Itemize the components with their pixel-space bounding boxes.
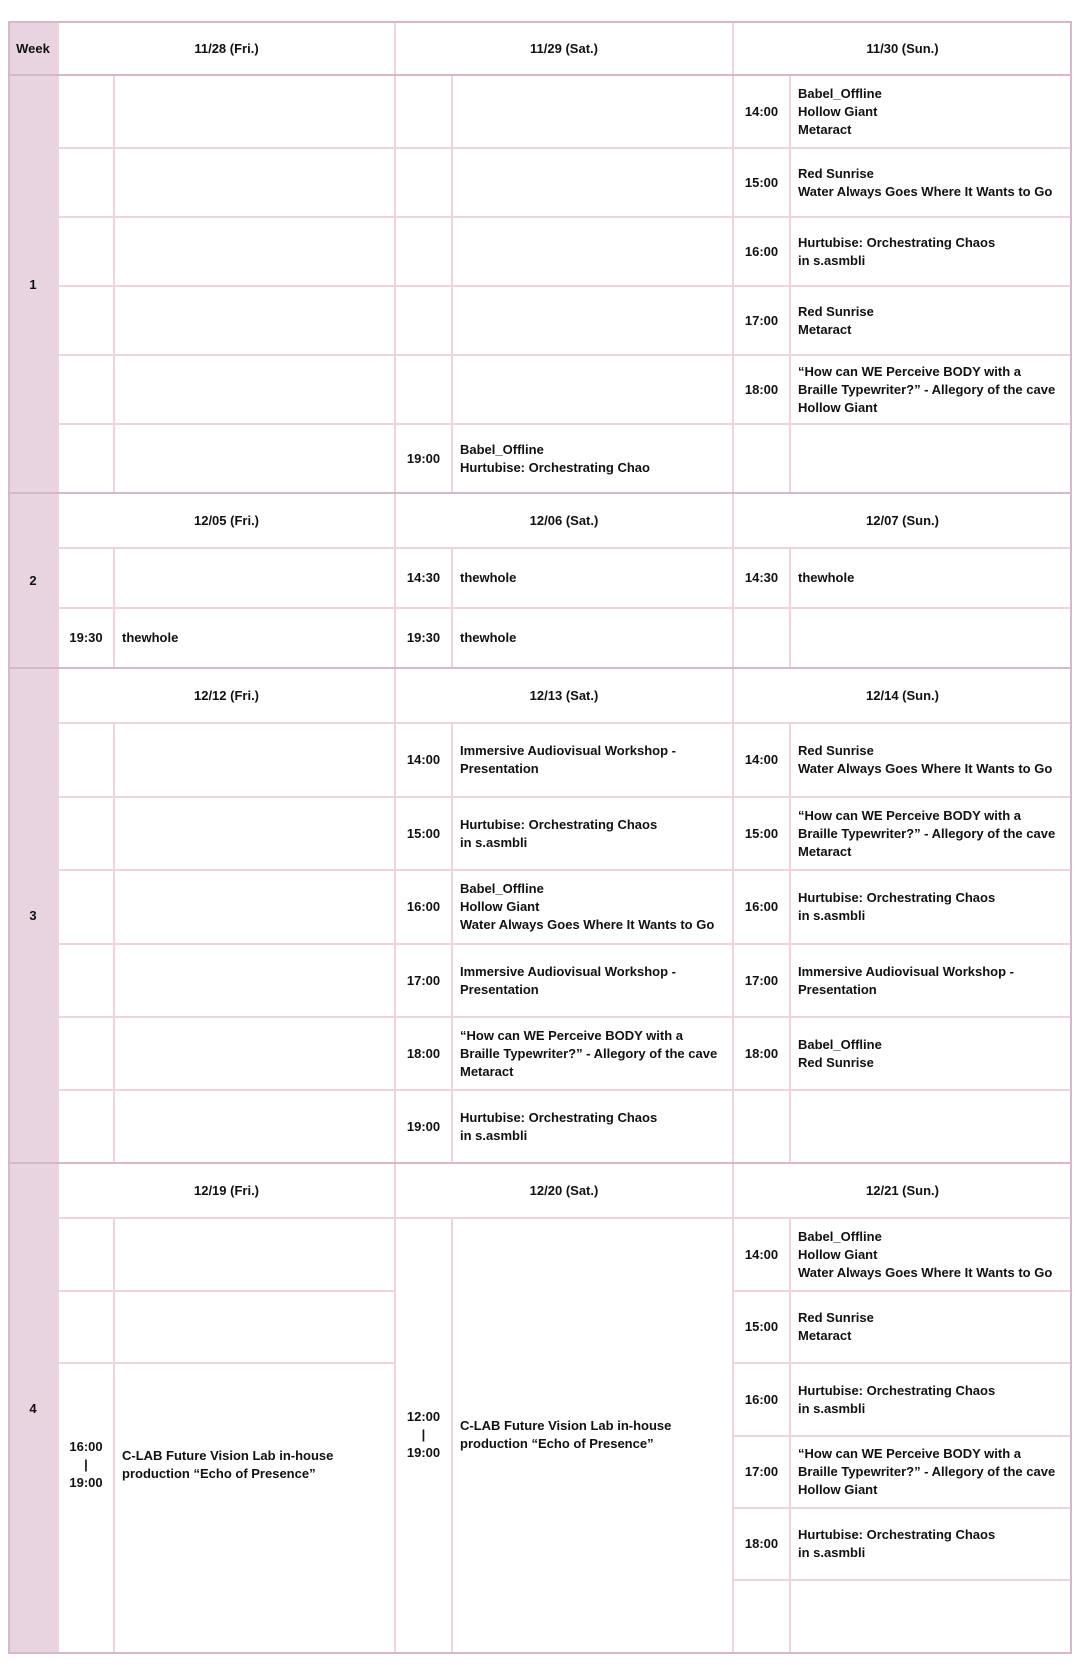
- week-number: 1: [29, 276, 37, 292]
- time-slot: 14:30: [406, 570, 441, 585]
- time-slot: 16:00: [744, 899, 779, 914]
- event-title: Metaract: [798, 321, 852, 337]
- time-slot: 15:00: [744, 825, 779, 841]
- event-title: C-LAB Future Vision Lab in-house: [122, 1448, 334, 1463]
- event-title: Hollow Giant: [798, 399, 878, 415]
- event-title: Babel_Offline: [798, 1036, 882, 1052]
- event-title: Hurtubise: Orchestrating Chaos: [798, 890, 996, 905]
- time-slot: 18:00: [744, 1045, 779, 1061]
- event-title: Water Always Goes Where It Wants to Go: [798, 761, 1053, 776]
- time-range-part: 19:00: [69, 1475, 103, 1490]
- day-header: 12/19 (Fri.): [193, 1183, 260, 1198]
- event-title: Braille Typewriter?” - Allegory of the cave: [798, 825, 1056, 841]
- event-title: thewhole: [460, 570, 517, 585]
- week-number: 3: [29, 908, 37, 923]
- event-title: “How can WE Perceive BODY with a: [798, 363, 1021, 379]
- event-title: Red Sunrise: [798, 1054, 874, 1070]
- time-slot: 16:00: [406, 899, 441, 914]
- time-slot: 14:00: [744, 1246, 779, 1262]
- event-title: “How can WE Perceive BODY with a: [798, 1446, 1021, 1461]
- time-range-part: 19:00: [406, 1445, 441, 1460]
- event-title: Braille Typewriter?” - Allegory of the cave: [798, 1464, 1056, 1479]
- event-title: Metaract: [798, 1328, 852, 1343]
- event-title: Water Always Goes Where It Wants to Go: [798, 1264, 1053, 1280]
- event-title: Hurtubise: Orchestrating Chaos: [460, 1109, 658, 1125]
- event-title: in s.asmbli: [798, 908, 866, 923]
- time-slot: 17:00: [744, 1464, 779, 1479]
- event-title: thewhole: [460, 630, 517, 645]
- time-range-part: |: [84, 1457, 88, 1472]
- table-border: [8, 21, 1072, 1654]
- event-title: Babel_Offline: [798, 85, 882, 101]
- day-header: 12/20 (Sat.): [529, 1183, 599, 1198]
- event-title: Hurtubise: Orchestrating Chao: [460, 459, 650, 475]
- time-slot: 14:30: [744, 570, 779, 585]
- event-title: in s.asmbli: [460, 1127, 528, 1143]
- time-slot: 19:30: [406, 630, 441, 645]
- event-title: thewhole: [798, 570, 855, 585]
- time-slot: 16:00: [744, 1391, 779, 1407]
- event-title: Red Sunrise: [798, 1310, 874, 1325]
- time-slot: 15:00: [744, 1319, 779, 1334]
- event-title: thewhole: [122, 630, 179, 645]
- event-title: Water Always Goes Where It Wants to Go: [798, 183, 1053, 199]
- time-slot: 15:00: [406, 825, 441, 841]
- day-header: 11/28 (Fri.): [194, 41, 259, 56]
- day-header: 12/07 (Sun.): [866, 513, 939, 528]
- day-header: 11/29 (Sat.): [530, 41, 598, 56]
- time-range-part: |: [421, 1427, 426, 1442]
- event-title: Presentation: [798, 981, 877, 997]
- event-title: Hollow Giant: [798, 1246, 878, 1262]
- event-title: Braille Typewriter?” - Allegory of the cave: [460, 1045, 718, 1061]
- event-title: Red Sunrise: [798, 303, 874, 319]
- event-title: Hurtubise: Orchestrating Chaos: [798, 1527, 996, 1542]
- event-title: C-LAB Future Vision Lab in-house: [460, 1418, 672, 1433]
- event-title: Metaract: [798, 121, 852, 137]
- event-title: Water Always Goes Where It Wants to Go: [460, 917, 715, 932]
- time-slot: 19:30: [69, 630, 103, 645]
- event-title: “How can WE Perceive BODY with a: [460, 1027, 683, 1043]
- event-title: Metaract: [460, 1063, 514, 1079]
- event-title: Immersive Audiovisual Workshop -: [460, 743, 676, 758]
- event-title: Hollow Giant: [798, 1482, 878, 1497]
- event-title: Hurtubise: Orchestrating Chaos: [798, 1382, 996, 1398]
- week-number: 2: [29, 573, 37, 588]
- time-slot: 18:00: [744, 1536, 779, 1551]
- event-title: in s.asmbli: [460, 834, 528, 850]
- time-slot: 14:00: [744, 752, 779, 767]
- time-range-part: 16:00: [69, 1439, 103, 1454]
- event-title: in s.asmbli: [798, 1545, 866, 1560]
- event-title: Presentation: [460, 981, 539, 997]
- event-title: Presentation: [460, 761, 539, 776]
- day-header: 12/05 (Fri.): [193, 513, 260, 528]
- event-title: Hollow Giant: [460, 899, 540, 914]
- time-slot: 16:00: [744, 243, 779, 259]
- event-title: Red Sunrise: [798, 165, 874, 181]
- event-title: Hollow Giant: [798, 103, 878, 119]
- day-header: 12/21 (Sun.): [866, 1183, 939, 1198]
- time-slot: 18:00: [744, 381, 779, 397]
- event-title: Babel_Offline: [460, 441, 544, 457]
- event-title: Metaract: [798, 843, 852, 859]
- time-slot: 17:00: [406, 972, 441, 988]
- event-title: production “Echo of Presence”: [460, 1436, 654, 1451]
- event-title: “How can WE Perceive BODY with a: [798, 807, 1021, 823]
- event-title: Red Sunrise: [798, 743, 874, 758]
- event-title: Braille Typewriter?” - Allegory of the cave: [798, 381, 1056, 397]
- event-title: Babel_Offline: [460, 881, 544, 896]
- event-title: Hurtubise: Orchestrating Chaos: [798, 234, 996, 250]
- time-slot: 19:00: [406, 1118, 441, 1134]
- event-title: in s.asmbli: [798, 1400, 866, 1416]
- event-title: Hurtubise: Orchestrating Chaos: [460, 816, 658, 832]
- day-header: 12/14 (Sun.): [866, 688, 939, 703]
- time-slot: 17:00: [744, 312, 779, 328]
- event-title: Immersive Audiovisual Workshop -: [798, 963, 1014, 979]
- time-slot: 18:00: [406, 1045, 441, 1061]
- time-slot: 15:00: [744, 174, 779, 190]
- time-slot: 19:00: [406, 450, 441, 466]
- time-slot: 17:00: [744, 972, 779, 988]
- day-header: 11/30 (Sun.): [866, 41, 939, 56]
- week-number: 4: [29, 1400, 37, 1416]
- event-title: in s.asmbli: [798, 252, 866, 268]
- day-header: 12/06 (Sat.): [529, 513, 599, 528]
- time-range-part: 12:00: [406, 1409, 441, 1424]
- event-title: Immersive Audiovisual Workshop -: [460, 963, 676, 979]
- time-slot: 14:00: [406, 752, 441, 767]
- event-title: production “Echo of Presence”: [122, 1466, 316, 1481]
- time-slot: 14:00: [744, 103, 779, 119]
- event-title: Babel_Offline: [798, 1228, 882, 1244]
- day-header: 12/12 (Fri.): [193, 688, 260, 703]
- day-header: 12/13 (Sat.): [529, 688, 599, 703]
- week-header: Week: [16, 41, 50, 56]
